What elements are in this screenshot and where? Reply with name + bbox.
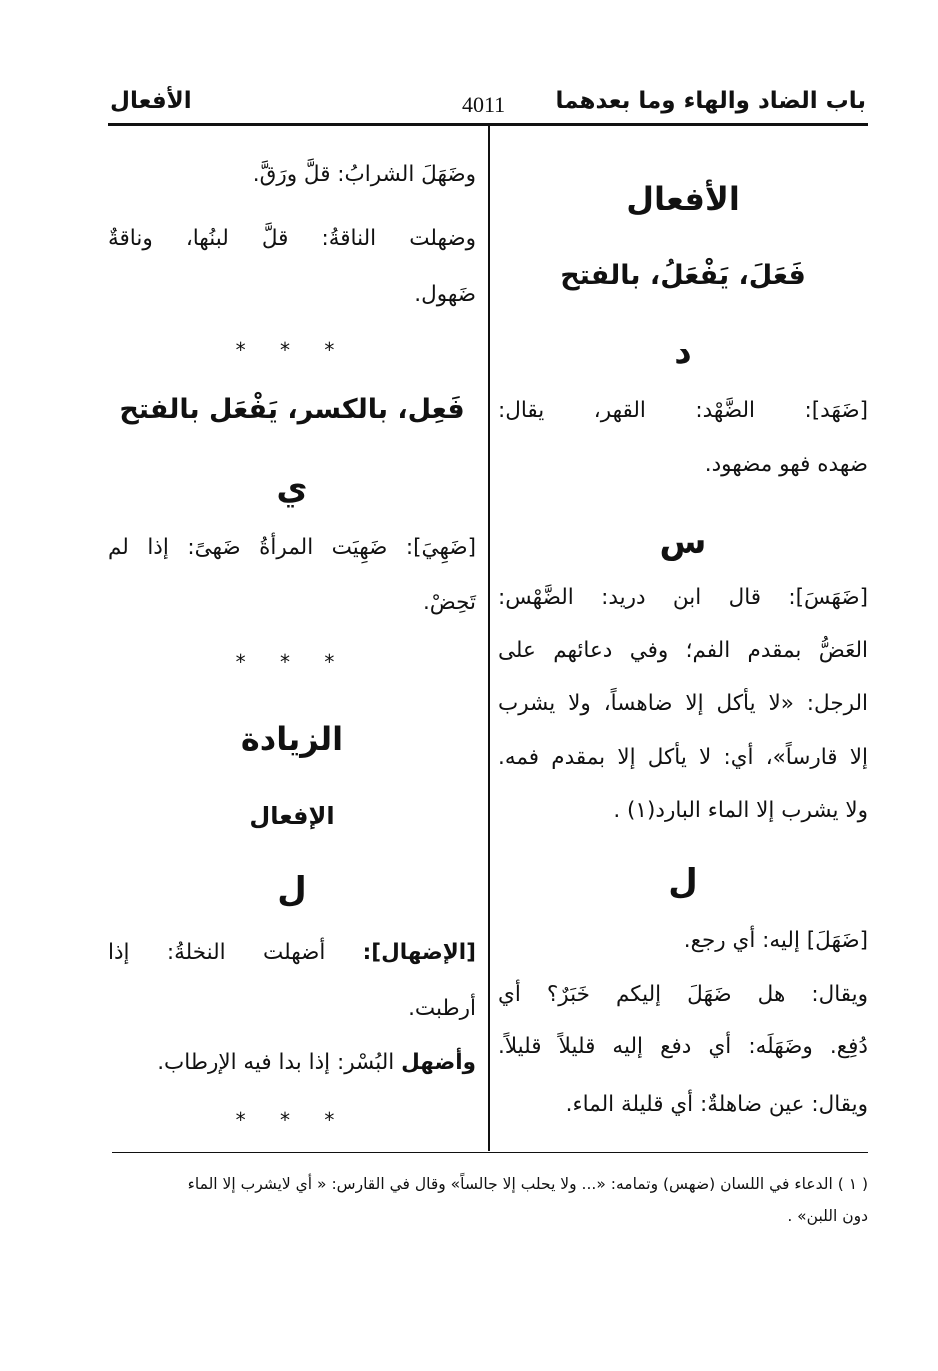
letter-heading-lam: ل — [277, 870, 307, 910]
letter-heading-sin: س — [659, 522, 707, 562]
entry-sharab-line: وضَهَلَ الشرابُ: قلَّ ورَقَّ. — [252, 162, 476, 187]
letter-heading-lam: ل — [668, 862, 698, 902]
page-number: 4011 — [462, 92, 506, 117]
entry-dahal-line: دُفِع. وضَهَلَه: أي دفع إليه قليلاً قليلاً. — [498, 1034, 868, 1059]
heading-ziyada: الزيادة — [240, 720, 344, 758]
entry-dahal-line: [ضَهَلَ] إليه: أي رجع. — [683, 928, 868, 953]
entry-naqa-line: ضَهول. — [414, 282, 476, 307]
heading-pattern-fath: فَعَلَ، يَفْعَلُ، بالفتح — [560, 260, 806, 291]
entry-text: البُسْر: إذا بدا فيه الإرطاب. — [157, 1050, 402, 1075]
entry-headword: وأضهل — [401, 1050, 476, 1075]
chapter-title: باب الضاد والهاء وما بعدهما — [555, 88, 866, 114]
heading-pattern-kasr: فَعِل، بالكسر، يَفْعَل بالفتح — [119, 394, 465, 425]
heading-ifal: الإفعال — [249, 802, 335, 830]
footnote — [108, 1168, 868, 1232]
column-divider — [488, 125, 490, 1151]
entry-naqa-line: وضهلت الناقةُ: قلَّ لبنُها، وناقةٌ — [108, 226, 476, 251]
heading-afal: الأفعال — [626, 180, 740, 218]
section-separator-stars: * * * — [235, 650, 349, 674]
entry-dahas-line: إلا قارساً»، أي: لا يأكل إلا بمقدم فمه. — [498, 745, 868, 770]
footnote-line: دون اللبن» . — [787, 1207, 868, 1225]
entry-idhal-line: أرطبت. — [408, 996, 476, 1021]
entry-dahas-line: ولا يشرب إلا الماء البارد(١) . — [613, 798, 868, 823]
section-separator-stars: * * * — [235, 1108, 349, 1132]
entry-idhal-line — [108, 940, 476, 965]
entry-dahas-line: [ضَهَسَ]: قال ابن دريد: الضَّهْس: — [498, 585, 868, 610]
letter-heading-ya: ي — [276, 468, 308, 508]
footnote-line: ( ١ ) الدعاء في اللسان (ضهس) وتمامه: «... ولا يحلب إلا جالساً» وقال في القارس: « أي لايشرب إلا الماء — [187, 1175, 868, 1193]
entry-dahal-line: ويقال: عين ضاهلةٌ: أي قليلة الماء. — [565, 1092, 868, 1117]
entry-dahal-line: ويقال: هل ضَهَلَ إليكم خَبَرٌ؟ أي — [498, 982, 868, 1007]
entry-dahiya-line: تَحِضْ. — [422, 590, 476, 615]
section-title: الأفعال — [110, 88, 192, 114]
entry-dahiya-line: [ضَهِيَ]: ضَهِيَت المرأةُ ضَهىً: إذا لم — [108, 535, 476, 560]
footnote-rule — [112, 1152, 868, 1153]
section-separator-stars: * * * — [235, 338, 349, 362]
entry-headword: [الإضهال]: — [362, 940, 476, 965]
letter-heading-dal: د — [674, 332, 692, 372]
entry-dahad-line: [ضَهَد]: الضَّهْد: القهر، يقال: — [498, 398, 868, 423]
entry-text: أضهلت النخلةُ: إذا — [108, 940, 363, 965]
entry-dahas-line: الرجل: «لا يأكل إلا ضاهساً، ولا يشرب — [498, 691, 868, 716]
entry-dahas-line: العَضُّ بمقدم الفم؛ وفي دعائهم على — [498, 638, 868, 663]
entry-dahad-line: ضهده فهو مضهود. — [704, 452, 868, 477]
entry-busr-line — [157, 1050, 476, 1075]
